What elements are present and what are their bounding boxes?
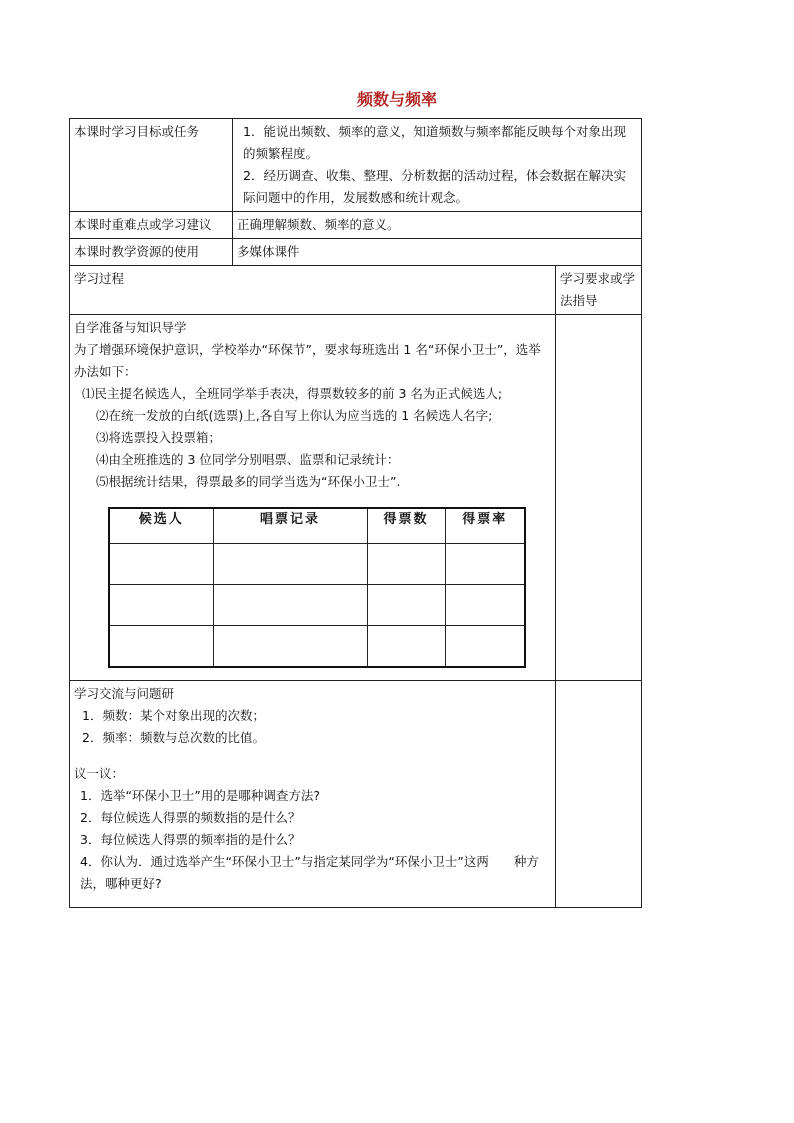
resources-row bbox=[70, 239, 642, 266]
vote-cell bbox=[445, 585, 525, 626]
spacer bbox=[74, 749, 551, 763]
vote-cell bbox=[213, 626, 367, 668]
resource-1: 多媒体课件 bbox=[237, 244, 300, 259]
key-points-row bbox=[70, 212, 642, 239]
vote-cell bbox=[109, 585, 213, 626]
step-1: ⑴民主提名候选人，全班同学举手表决，得票数较多的前 3 名为正式候选人; bbox=[82, 386, 503, 401]
exchange-item-1: 1．频数：某个对象出现的次数； bbox=[82, 708, 265, 723]
key-point-1: 正确理解频数、频率的意义。 bbox=[237, 217, 400, 232]
self-study-guidance bbox=[556, 315, 642, 681]
vote-table-header bbox=[109, 508, 525, 544]
exchange-row bbox=[70, 681, 642, 908]
vote-cell bbox=[445, 544, 525, 585]
key-points-content bbox=[233, 212, 642, 239]
process-header-right: 学习要求或学法指导 bbox=[556, 266, 642, 315]
vote-cell bbox=[367, 585, 445, 626]
discuss-heading: 议一议： bbox=[74, 766, 125, 781]
header-candidate: 候选人 bbox=[109, 508, 213, 544]
vote-table-row bbox=[109, 626, 525, 668]
question-1: 1．选举“环保小卫士”用的是哪种调查方法? bbox=[80, 788, 321, 803]
self-study-heading: 自学准备与知识导学 bbox=[74, 320, 187, 335]
step-5: ⑸根据统计结果，得票最多的同学当选为“环保小卫士”. bbox=[96, 474, 401, 489]
question-2: 2．每位候选人得票的频数指的是什么？ bbox=[80, 810, 301, 825]
lesson-plan-table bbox=[69, 118, 642, 908]
question-3: 3．每位候选人得票的频率指的是什么？ bbox=[80, 832, 301, 847]
step-4: ⑷由全班推选的 3 位同学分别唱票、监票和记录统计： bbox=[96, 452, 400, 467]
resources-content bbox=[233, 239, 642, 266]
step-3: ⑶将选票投入投票箱； bbox=[96, 430, 222, 445]
objectives-label: 本课时学习目标或任务 bbox=[70, 119, 233, 212]
exchange-heading: 学习交流与问题研 bbox=[74, 686, 175, 701]
objective-2: 2．经历调查、收集、整理、分析数据的活动过程，体会数据在解决实际问题中的作用，发展数感和统计观念。 bbox=[243, 168, 626, 205]
page-title: 频数与频率 bbox=[356, 90, 437, 109]
vote-cell bbox=[109, 626, 213, 668]
vote-cell bbox=[109, 544, 213, 585]
vote-cell bbox=[445, 626, 525, 668]
process-header-left: 学习过程 bbox=[70, 266, 556, 315]
vote-table-row bbox=[109, 585, 525, 626]
objectives-content bbox=[233, 119, 642, 212]
step-2: ⑵在统一发放的白纸(选票)上,各自写上你认为应当选的 1 名候选人名字; bbox=[96, 408, 493, 423]
exchange-item-2: 2．频率：频数与总次数的比值。 bbox=[82, 730, 265, 745]
exchange-guidance bbox=[556, 681, 642, 908]
vote-record-table bbox=[108, 507, 526, 668]
self-study-intro: 为了增强环境保护意识，学校举办“环保节”，要求每班选出 1 名“环保小卫士”，选举办法如下： bbox=[74, 342, 541, 379]
process-header-row bbox=[70, 266, 642, 315]
exchange-cell bbox=[70, 681, 556, 908]
self-study-row bbox=[70, 315, 642, 681]
vote-cell bbox=[367, 544, 445, 585]
vote-cell bbox=[213, 544, 367, 585]
vote-cell bbox=[367, 626, 445, 668]
self-study-cell bbox=[70, 315, 556, 681]
objective-1: 1．能说出频数、频率的意义，知道频数与频率都能反映每个对象出现的频繁程度。 bbox=[243, 124, 626, 161]
question-4: 4．你认为．通过选举产生“环保小卫士”与指定某同学为“环保小卫士”这两 种方法，哪种更好? bbox=[80, 854, 539, 891]
header-tally: 唱票记录 bbox=[213, 508, 367, 544]
resources-label: 本课时教学资源的使用 bbox=[70, 239, 233, 266]
header-votes: 得票数 bbox=[367, 508, 445, 544]
header-rate: 得票率 bbox=[445, 508, 525, 544]
key-points-label: 本课时重难点或学习建议 bbox=[70, 212, 233, 239]
vote-table-row bbox=[109, 544, 525, 585]
vote-cell bbox=[213, 585, 367, 626]
objectives-row bbox=[70, 119, 642, 212]
